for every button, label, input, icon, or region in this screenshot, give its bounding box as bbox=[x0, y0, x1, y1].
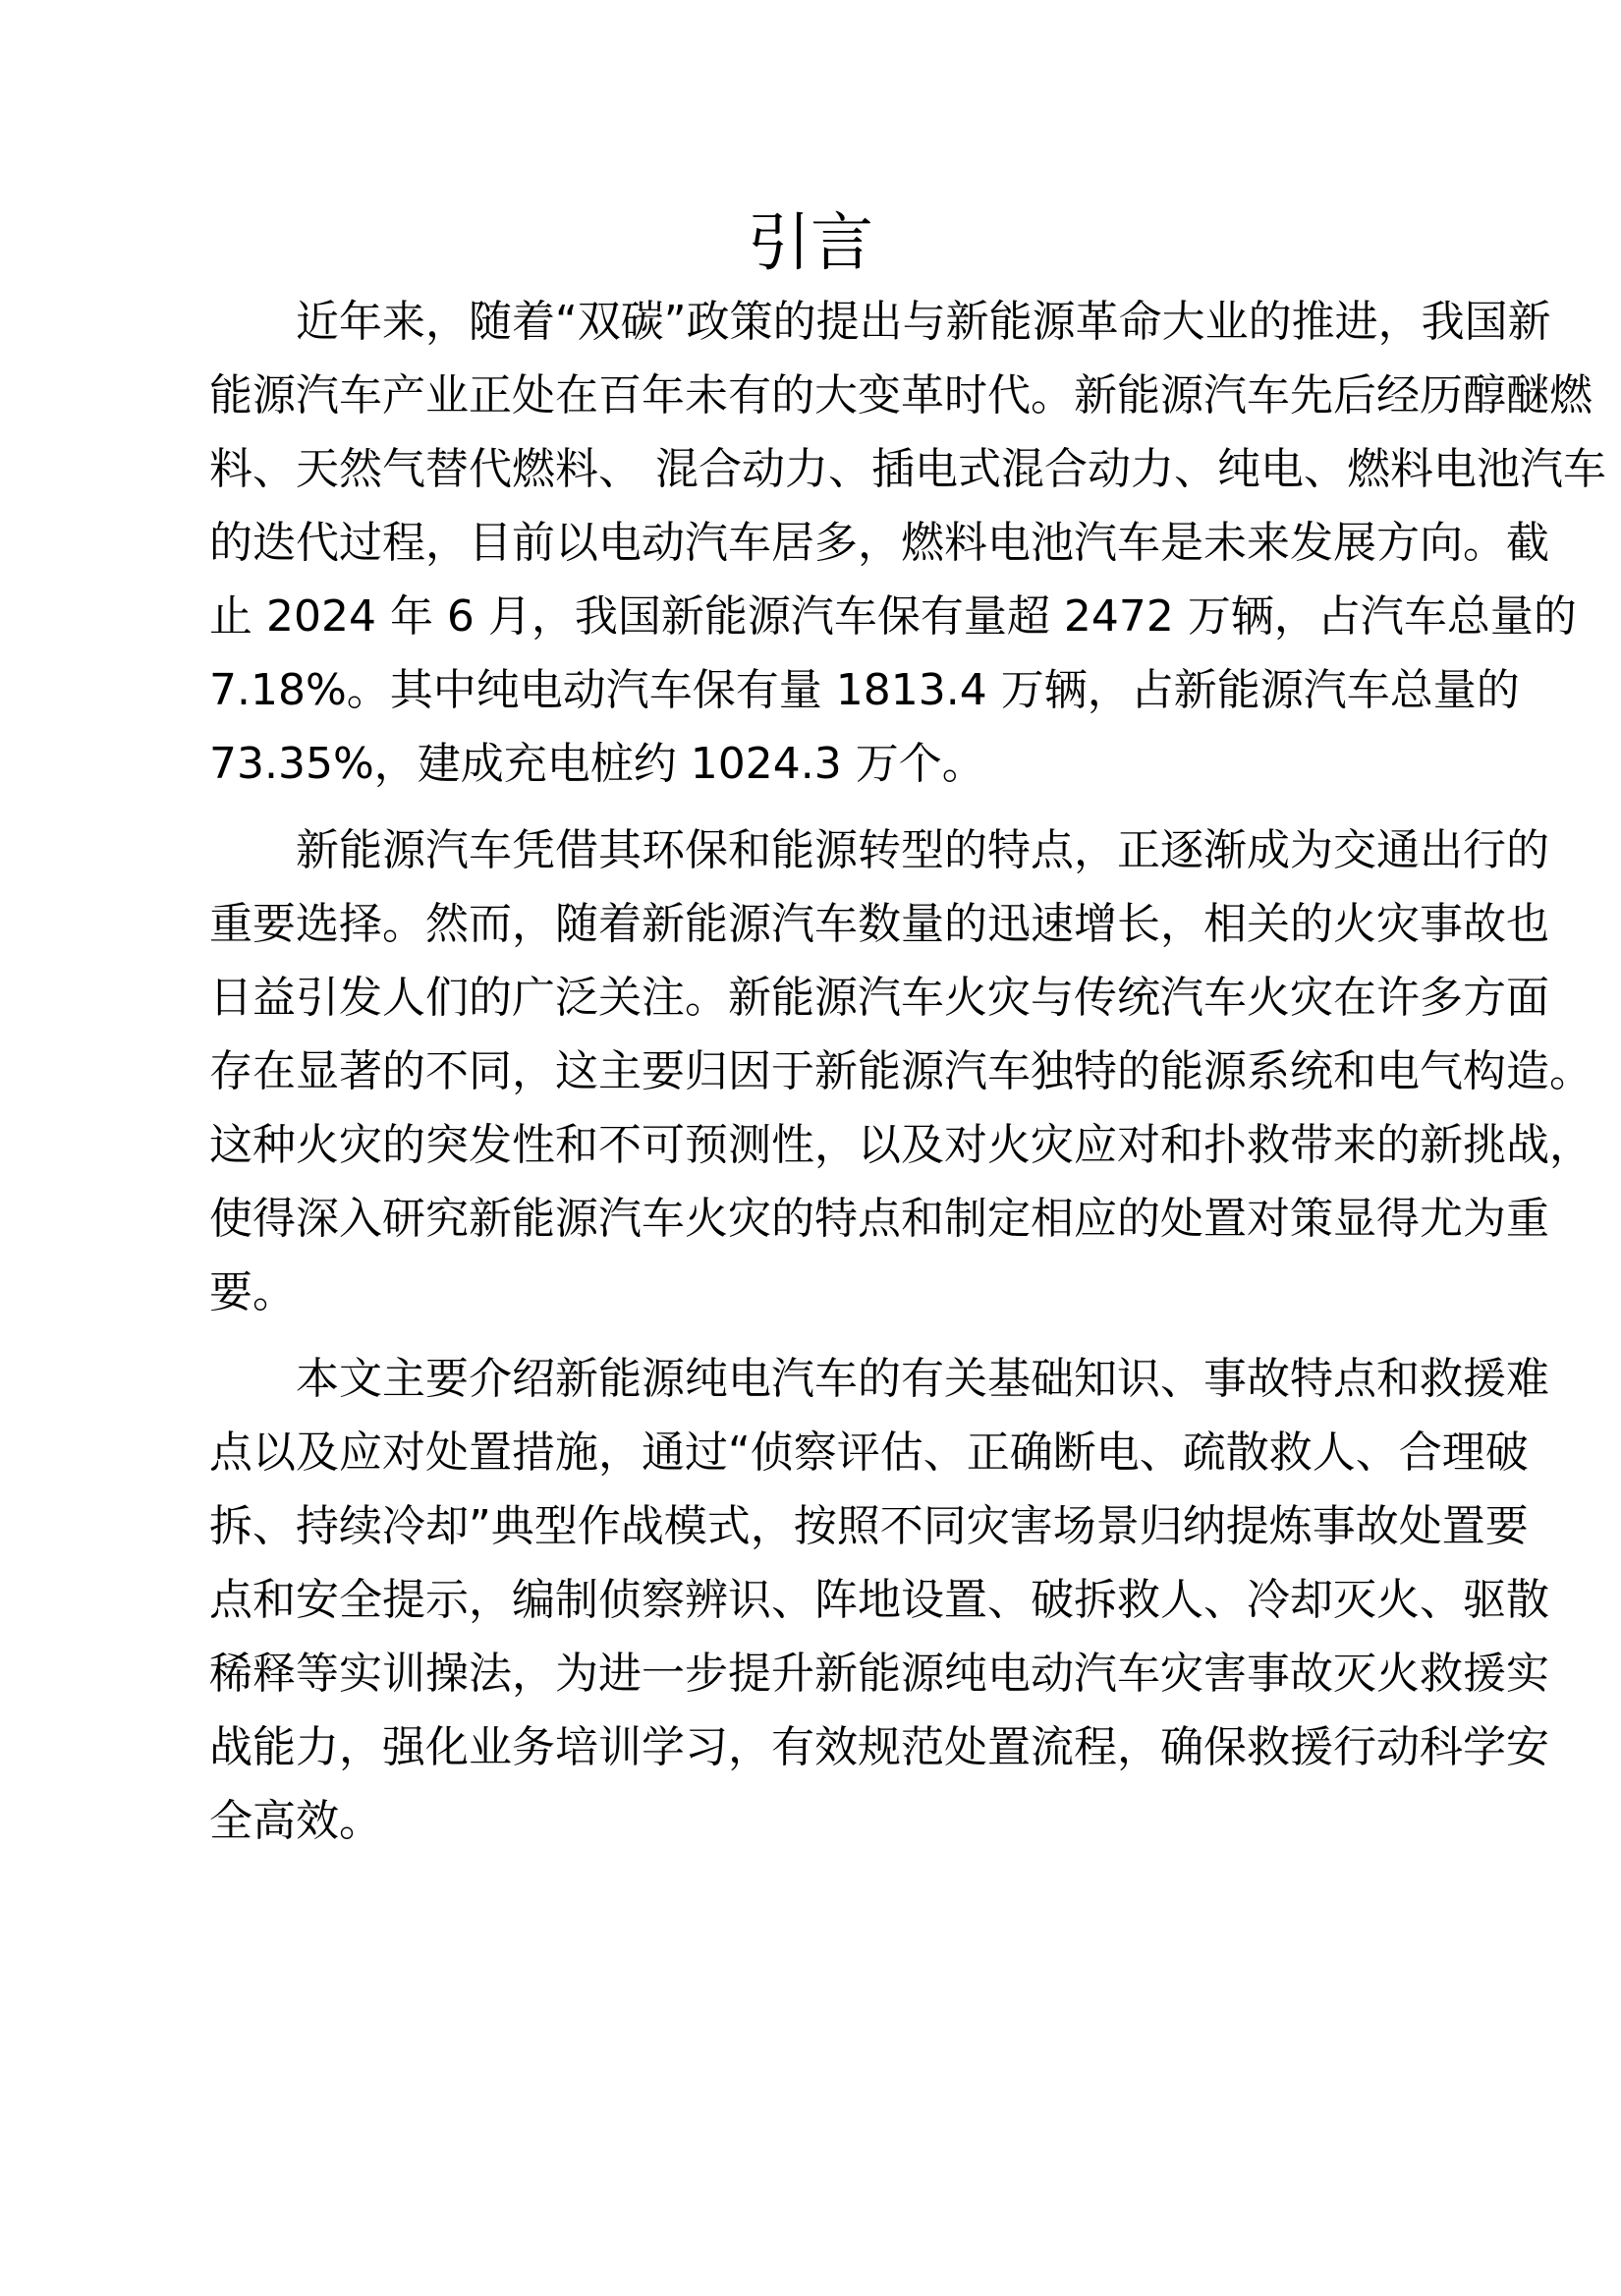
text-line: 7.18%。其中纯电动汽车保有量 1813.4 万辆，占新能源汽车总量的 bbox=[209, 665, 1520, 715]
text-line: 料、天然气替代燃料、 混合动力、插电式混合动力、纯电、燃料电池汽车 bbox=[209, 444, 1606, 494]
text-line: 存在显著的不同，这主要归因于新能源汽车独特的能源系统和电气构造。 bbox=[209, 1046, 1593, 1096]
text-line: 要。 bbox=[209, 1267, 296, 1317]
text-line: 日益引发人们的广泛关注。新能源汽车火灾与传统汽车火灾在许多方面 bbox=[209, 973, 1549, 1023]
text-line: 73.35%，建成充电桩约 1024.3 万个。 bbox=[209, 739, 985, 789]
text-line: 战能力，强化业务培训学习，有效规范处置流程，确保救援行动科学安 bbox=[209, 1722, 1549, 1772]
paragraph-1 bbox=[209, 285, 1606, 801]
document-body bbox=[209, 285, 1606, 1871]
page-title: 引言 bbox=[748, 207, 873, 280]
text-line: 能源汽车产业正处在百年未有的大变革时代。新能源汽车先后经历醇醚燃 bbox=[209, 370, 1593, 420]
paragraph-3 bbox=[209, 1342, 1549, 1858]
text-line: 近年来，随着“双碳”政策的提出与新能源革命大业的推进，我国新 bbox=[296, 297, 1551, 347]
text-line: 止 2024 年 6 月，我国新能源汽车保有量超 2472 万辆，占汽车总量的 bbox=[209, 591, 1577, 642]
paragraph-2 bbox=[209, 813, 1593, 1329]
text-line: 使得深入研究新能源汽车火灾的特点和制定相应的处置对策显得尤为重 bbox=[209, 1194, 1549, 1244]
text-line: 全高效。 bbox=[209, 1796, 382, 1846]
text-line: 稀释等实训操法，为进一步提升新能源纯电动汽车灾害事故灭火救援实 bbox=[209, 1649, 1549, 1699]
text-line: 点和安全提示，编制侦察辨识、阵地设置、破拆救人、冷却灭火、驱散 bbox=[209, 1575, 1549, 1625]
text-line: 新能源汽车凭借其环保和能源转型的特点，正逐渐成为交通出行的 bbox=[296, 825, 1549, 875]
text-line: 重要选择。然而，随着新能源汽车数量的迅速增长，相关的火灾事故也 bbox=[209, 899, 1549, 949]
text-line: 点以及应对处置措施，通过“侦察评估、正确断电、疏散救人、合理破 bbox=[209, 1428, 1529, 1478]
text-line: 这种火灾的突发性和不可预测性，以及对火灾应对和扑救带来的新挑战， bbox=[209, 1120, 1593, 1170]
text-line: 本文主要介绍新能源纯电汽车的有关基础知识、事故特点和救援难 bbox=[296, 1354, 1549, 1404]
text-line: 拆、持续冷却”典型作战模式，按照不同灾害场景归纳提炼事故处置要 bbox=[209, 1501, 1529, 1551]
text-line: 的迭代过程，目前以电动汽车居多，燃料电池汽车是未来发展方向。截 bbox=[209, 518, 1549, 568]
